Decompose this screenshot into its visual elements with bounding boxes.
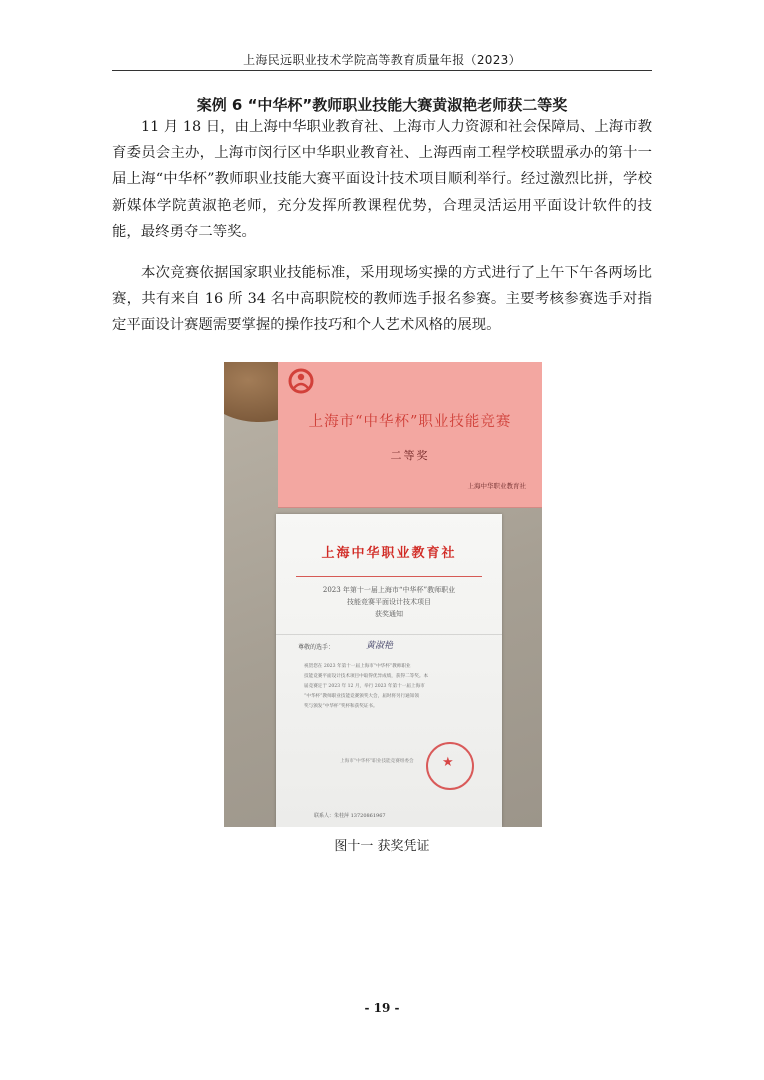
body-paragraph-2: 本次竞赛依据国家职业技能标准，采用现场实操的方式进行了上午下午各两场比赛，共有来自 16 所 34 名中高职院校的教师选手报名参赛。主要考核参赛选手对指定平面设计赛题需要掌握的操作技巧和个人艺术风格的展现。 (112, 265, 652, 334)
envelope-prize: 二等奖 (390, 449, 430, 462)
letter-fold-line (276, 634, 502, 635)
recipient-handwritten-name: 黄淑艳 (366, 641, 394, 651)
letter-heading-line-1: 2023 年第十一届上海市“中华杯”教师职业 (322, 586, 456, 594)
envelope-sender: 上海中华职业教育社 (467, 482, 526, 490)
body-paragraph-1: 11 月 18 日，由上海中华职业教育社、上海市人力资源和社会保障局、上海市教育委员会主办，上海市闵行区中华职业教育社、上海西南工程学校联盟承办的第十一届上海“中华杯”教师职业技能大赛平面设计技术项目顺利举行。经过激烈比拼，学校新媒体学院黄淑艳老师，充分发挥所教课程优势，合理灵活运用平面设计软件的技能，最终勇夺二等奖。 (112, 119, 652, 240)
page-number: - 19 - (364, 1001, 400, 1015)
letter-issuer: 上海市“中华杯”职业技能竞赛组委会 (340, 759, 414, 764)
letter-body-line: 奖与颁发“中华杯”奖杯和获奖证书。 (304, 704, 378, 709)
header-divider (112, 70, 652, 71)
letterhead-rule (296, 576, 482, 577)
competition-logo-icon (288, 368, 314, 394)
running-header: 上海民远职业技术学院高等教育质量年报（2023） (243, 53, 521, 67)
letter-contact: 联系人：朱桂萍 13720861967 (314, 813, 386, 819)
award-envelope (278, 362, 542, 508)
letter-salutation: 尊敬的选手： (298, 644, 335, 651)
letter-body-line: 技能竞赛平面设计技术项目中取得优异成绩，获得二等奖。本 (304, 674, 429, 679)
letter-body-line: “中华杯”教师职业技能竞赛颁奖大会，届时将另行通知领 (304, 694, 419, 699)
letter-body-line: 祝贺您在 2023 年第十一届上海市“中华杯”教师职业 (304, 664, 411, 669)
award-certificate-photo (224, 362, 542, 827)
case-title: 案例 6 “中华杯”教师职业技能大赛黄淑艳老师获二等奖 (196, 96, 568, 114)
letter-heading-line-2: 技能竞赛平面设计技术项目 (347, 598, 431, 606)
letter-heading (292, 584, 486, 620)
figure-caption: 图十一 获奖凭证 (334, 839, 430, 854)
letter-organization: 上海中华职业教育社 (321, 546, 457, 561)
official-seal-icon (426, 742, 474, 790)
envelope-title: 上海市“中华杯”职业技能竞赛 (308, 414, 512, 430)
letter-body (304, 662, 484, 712)
letter-body-line: 届竞赛定于 2023 年 12 月，举行 2023 年第十一届上海市 (304, 684, 425, 689)
letter-heading-line-3: 获奖通知 (375, 610, 403, 618)
award-notice-letter (276, 514, 502, 827)
